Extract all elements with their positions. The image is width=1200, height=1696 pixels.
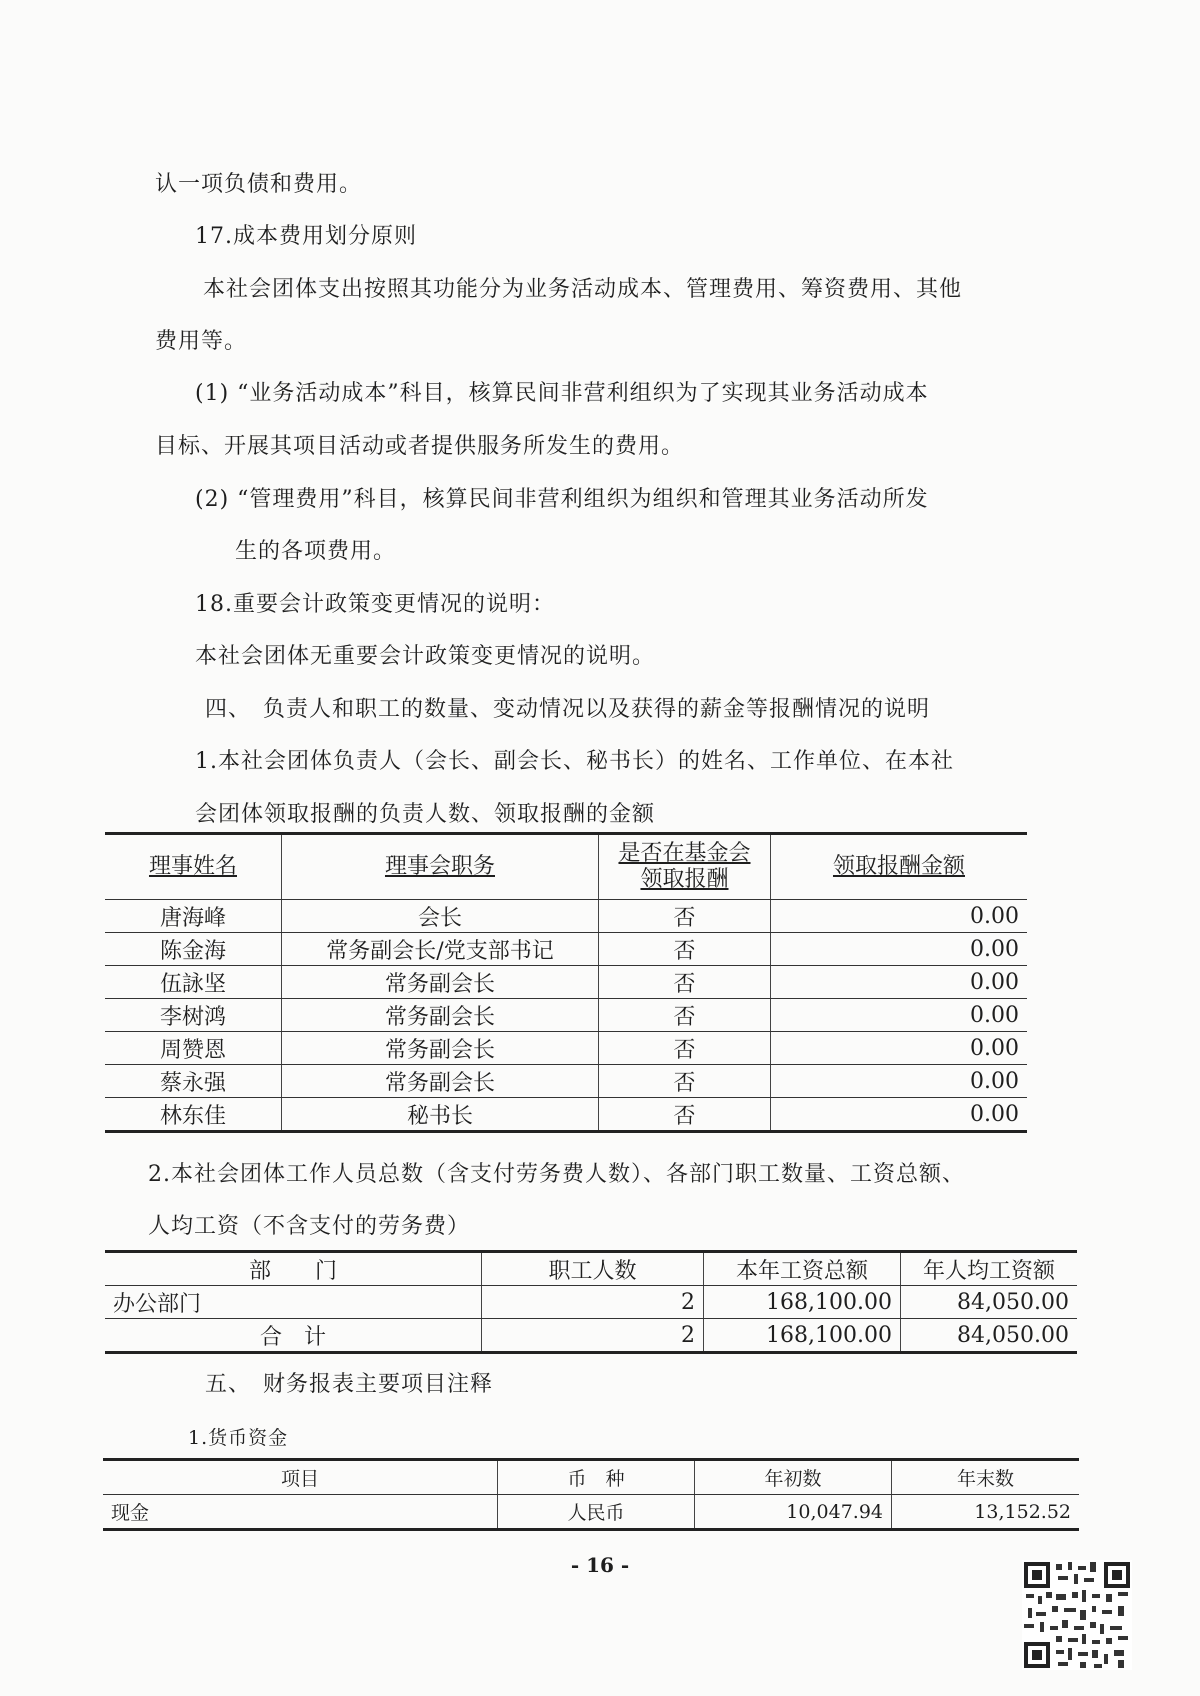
paragraph: 目标、开展其项目活动或者提供服务所发生的费用。 bbox=[155, 434, 685, 459]
column-header: 本年工资总额 bbox=[704, 1252, 901, 1286]
column-header: 年人均工资额 bbox=[901, 1252, 1078, 1286]
table-row bbox=[105, 1319, 1077, 1353]
paragraph: 认一项负债和费用。 bbox=[155, 172, 363, 197]
paragraph: 本社会团体支出按照其功能分为业务活动成本、管理费用、筹资费用、其他 bbox=[203, 277, 963, 302]
table-header-row bbox=[105, 1252, 1077, 1286]
cell: 13,152.52 bbox=[892, 1495, 1080, 1530]
cell: 0.00 bbox=[771, 1098, 1028, 1132]
table-row bbox=[105, 1065, 1027, 1098]
cell: 否 bbox=[599, 933, 771, 966]
cell: 会长 bbox=[282, 900, 599, 933]
column-header: 领取报酬金额 bbox=[771, 834, 1028, 900]
table-row bbox=[105, 1286, 1077, 1319]
table-row bbox=[105, 999, 1027, 1032]
cell: 否 bbox=[599, 1065, 771, 1098]
cell: 0.00 bbox=[771, 1065, 1028, 1098]
table-header-row bbox=[105, 834, 1027, 900]
cell: 秘书长 bbox=[282, 1098, 599, 1132]
cell: 否 bbox=[599, 1032, 771, 1065]
paragraph: 生的各项费用。 bbox=[235, 539, 397, 564]
cell: 李树鸿 bbox=[105, 999, 282, 1032]
cell: 林东佳 bbox=[105, 1098, 282, 1132]
column-header: 理事会职务 bbox=[282, 834, 599, 900]
section-heading: 18.重要会计政策变更情况的说明： bbox=[195, 592, 555, 617]
column-header: 是否在基金会 领取报酬 bbox=[599, 834, 771, 900]
table-row bbox=[105, 900, 1027, 933]
table-row bbox=[103, 1495, 1079, 1530]
paragraph: 2.本社会团体工作人员总数（含支付劳务费人数）、各部门职工数量、工资总额、 bbox=[148, 1162, 965, 1187]
cell: 常务副会长 bbox=[282, 1032, 599, 1065]
cell: 0.00 bbox=[771, 966, 1028, 999]
table-row bbox=[105, 1032, 1027, 1065]
cash-table bbox=[103, 1458, 1079, 1531]
cell: 10,047.94 bbox=[695, 1495, 892, 1530]
column-header: 币 种 bbox=[498, 1460, 695, 1495]
paragraph: 1.本社会团体负责人（会长、副会长、秘书长）的姓名、工作单位、在本社 bbox=[195, 749, 954, 774]
section-heading: 五、 财务报表主要项目注释 bbox=[205, 1372, 494, 1397]
column-header: 年初数 bbox=[695, 1460, 892, 1495]
column-header: 项目 bbox=[103, 1460, 498, 1495]
column-header: 年末数 bbox=[892, 1460, 1080, 1495]
cell: 合 计 bbox=[105, 1319, 482, 1353]
section-heading: 四、 负责人和职工的数量、变动情况以及获得的薪金等报酬情况的说明 bbox=[205, 697, 931, 722]
cell: 否 bbox=[599, 900, 771, 933]
section-heading: 17.成本费用划分原则 bbox=[195, 224, 417, 249]
officers-table bbox=[105, 832, 1027, 1133]
cell: 0.00 bbox=[771, 999, 1028, 1032]
cell: 否 bbox=[599, 1098, 771, 1132]
cell: 伍詠坚 bbox=[105, 966, 282, 999]
table-row bbox=[105, 933, 1027, 966]
paragraph: 本社会团体无重要会计政策变更情况的说明。 bbox=[195, 644, 656, 669]
cell: 蔡永强 bbox=[105, 1065, 282, 1098]
cell: 2 bbox=[482, 1286, 704, 1319]
subsection-heading: 1.货币资金 bbox=[188, 1427, 289, 1449]
cell: 现金 bbox=[103, 1495, 498, 1530]
page-number: - 16 - bbox=[570, 1553, 630, 1577]
cell: 陈金海 bbox=[105, 933, 282, 966]
column-header: 部 门 bbox=[105, 1252, 482, 1286]
cell: 84,050.00 bbox=[901, 1286, 1078, 1319]
column-header: 理事姓名 bbox=[105, 834, 282, 900]
staff-table bbox=[105, 1250, 1077, 1354]
cell: 常务副会长 bbox=[282, 966, 599, 999]
cell: 2 bbox=[482, 1319, 704, 1353]
cell: 唐海峰 bbox=[105, 900, 282, 933]
cell: 否 bbox=[599, 966, 771, 999]
cell: 否 bbox=[599, 999, 771, 1032]
cell: 168,100.00 bbox=[704, 1286, 901, 1319]
cell: 人民币 bbox=[498, 1495, 695, 1530]
paragraph: 费用等。 bbox=[155, 329, 248, 354]
column-header: 职工人数 bbox=[482, 1252, 704, 1286]
cell: 常务副会长 bbox=[282, 999, 599, 1032]
paragraph: 人均工资（不含支付的劳务费） bbox=[148, 1214, 471, 1239]
table-header-row bbox=[103, 1460, 1079, 1495]
cell: 0.00 bbox=[771, 1032, 1028, 1065]
cell: 84,050.00 bbox=[901, 1319, 1078, 1353]
paragraph: (1) “业务活动成本”科目，核算民间非营利组织为了实现其业务活动成本 bbox=[195, 381, 929, 406]
qr-code-icon bbox=[1022, 1560, 1132, 1670]
paragraph: 会团体领取报酬的负责人数、领取报酬的金额 bbox=[195, 802, 656, 827]
cell: 0.00 bbox=[771, 900, 1028, 933]
cell: 168,100.00 bbox=[704, 1319, 901, 1353]
table-row bbox=[105, 1098, 1027, 1132]
cell: 常务副会长 bbox=[282, 1065, 599, 1098]
cell: 常务副会长/党支部书记 bbox=[282, 933, 599, 966]
cell: 0.00 bbox=[771, 933, 1028, 966]
table-row bbox=[105, 966, 1027, 999]
cell: 周赞恩 bbox=[105, 1032, 282, 1065]
cell: 办公部门 bbox=[105, 1286, 482, 1319]
paragraph: (2) “管理费用”科目，核算民间非营利组织为组织和管理其业务活动所发 bbox=[195, 487, 929, 512]
